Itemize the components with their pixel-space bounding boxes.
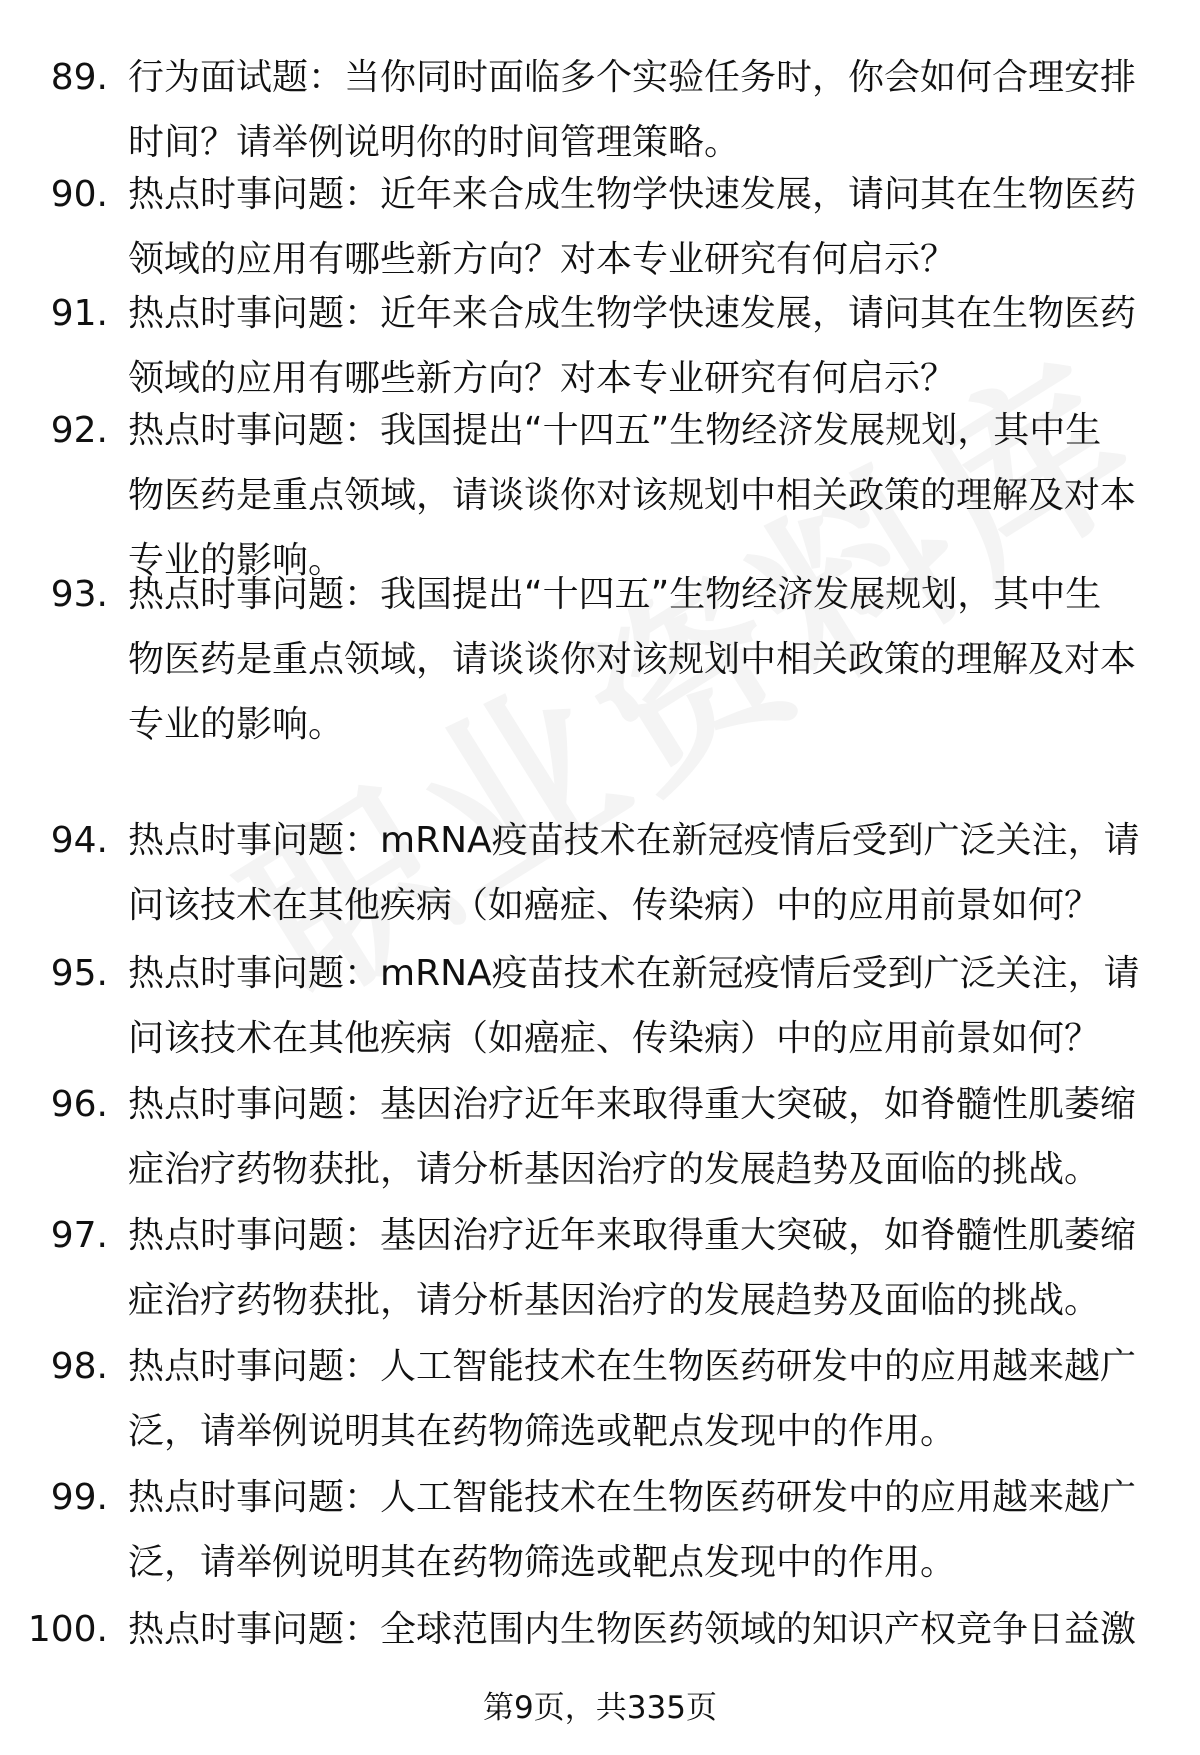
question-line: 行为面试题：当你同时面临多个实验任务时，你会如何合理安排 xyxy=(128,57,1137,98)
question-line: 热点时事问题：我国提出“十四五”生物经济发展规划，其中生 xyxy=(128,574,1102,615)
question-number: 94. xyxy=(50,820,108,861)
question-number: 96. xyxy=(50,1084,108,1125)
question-line: 热点时事问题：我国提出“十四五”生物经济发展规划，其中生 xyxy=(128,410,1102,451)
question-line: 热点时事问题：mRNA疫苗技术在新冠疫情后受到广泛关注，请 xyxy=(128,820,1140,861)
question-line: 症治疗药物获批，请分析基因治疗的发展趋势及面临的挑战。 xyxy=(128,1280,1101,1321)
question-line: 专业的影响。 xyxy=(128,540,345,581)
question-line: 热点时事问题：近年来合成生物学快速发展，请问其在生物医药 xyxy=(128,293,1137,334)
question-number: 95. xyxy=(50,953,108,994)
question-line: 热点时事问题：基因治疗近年来取得重大突破，如脊髓性肌萎缩 xyxy=(128,1215,1137,1256)
question-line: 领域的应用有哪些新方向？对本专业研究有何启示？ xyxy=(128,358,957,399)
question-number: 89. xyxy=(50,57,108,98)
question-text xyxy=(128,941,1138,1071)
question-line: 领域的应用有哪些新方向？对本专业研究有何启示？ xyxy=(128,239,957,280)
question-line: 热点时事问题：全球范围内生物医药领域的知识产权竞争日益激 xyxy=(128,1609,1137,1650)
question-text xyxy=(128,1465,1138,1595)
question-line: 热点时事问题：基因治疗近年来取得重大突破，如脊髓性肌萎缩 xyxy=(128,1084,1137,1125)
question-number: 99. xyxy=(50,1477,108,1518)
question-number: 91. xyxy=(50,293,108,334)
question-line: 热点时事问题：近年来合成生物学快速发展，请问其在生物医药 xyxy=(128,174,1137,215)
question-line: 泛，请举例说明其在药物筛选或靶点发现中的作用。 xyxy=(128,1542,957,1583)
question-line: 热点时事问题：人工智能技术在生物医药研发中的应用越来越广 xyxy=(128,1346,1137,1387)
question-line: 时间？请举例说明你的时间管理策略。 xyxy=(128,122,741,163)
question-line: 泛，请举例说明其在药物筛选或靶点发现中的作用。 xyxy=(128,1411,957,1452)
question-number: 92. xyxy=(50,410,108,451)
page-footer: 第9页，共335页 xyxy=(483,1690,717,1726)
question-line: 专业的影响。 xyxy=(128,704,345,745)
question-text xyxy=(128,1203,1138,1333)
question-number: 90. xyxy=(50,174,108,215)
question-text xyxy=(128,1334,1138,1464)
question-line: 问该技术在其他疾病（如癌症、传染病）中的应用前景如何？ xyxy=(128,1018,1101,1059)
question-text xyxy=(128,1072,1138,1202)
question-line: 问该技术在其他疾病（如癌症、传染病）中的应用前景如何？ xyxy=(128,885,1101,926)
question-number: 93. xyxy=(50,574,108,615)
question-number: 100. xyxy=(27,1609,108,1650)
question-text xyxy=(128,45,1138,175)
question-text xyxy=(128,808,1138,938)
question-text xyxy=(128,162,1138,292)
question-line: 热点时事问题：mRNA疫苗技术在新冠疫情后受到广泛关注，请 xyxy=(128,953,1140,994)
question-number: 97. xyxy=(50,1215,108,1256)
question-line: 症治疗药物获批，请分析基因治疗的发展趋势及面临的挑战。 xyxy=(128,1149,1101,1190)
question-line: 物医药是重点领域，请谈谈你对该规划中相关政策的理解及对本 xyxy=(128,639,1137,680)
question-text xyxy=(128,562,1138,757)
question-line: 物医药是重点领域，请谈谈你对该规划中相关政策的理解及对本 xyxy=(128,475,1137,516)
question-text xyxy=(128,281,1138,411)
question-number: 98. xyxy=(50,1346,108,1387)
question-line: 热点时事问题：人工智能技术在生物医药研发中的应用越来越广 xyxy=(128,1477,1137,1518)
question-text xyxy=(128,1597,1138,1662)
